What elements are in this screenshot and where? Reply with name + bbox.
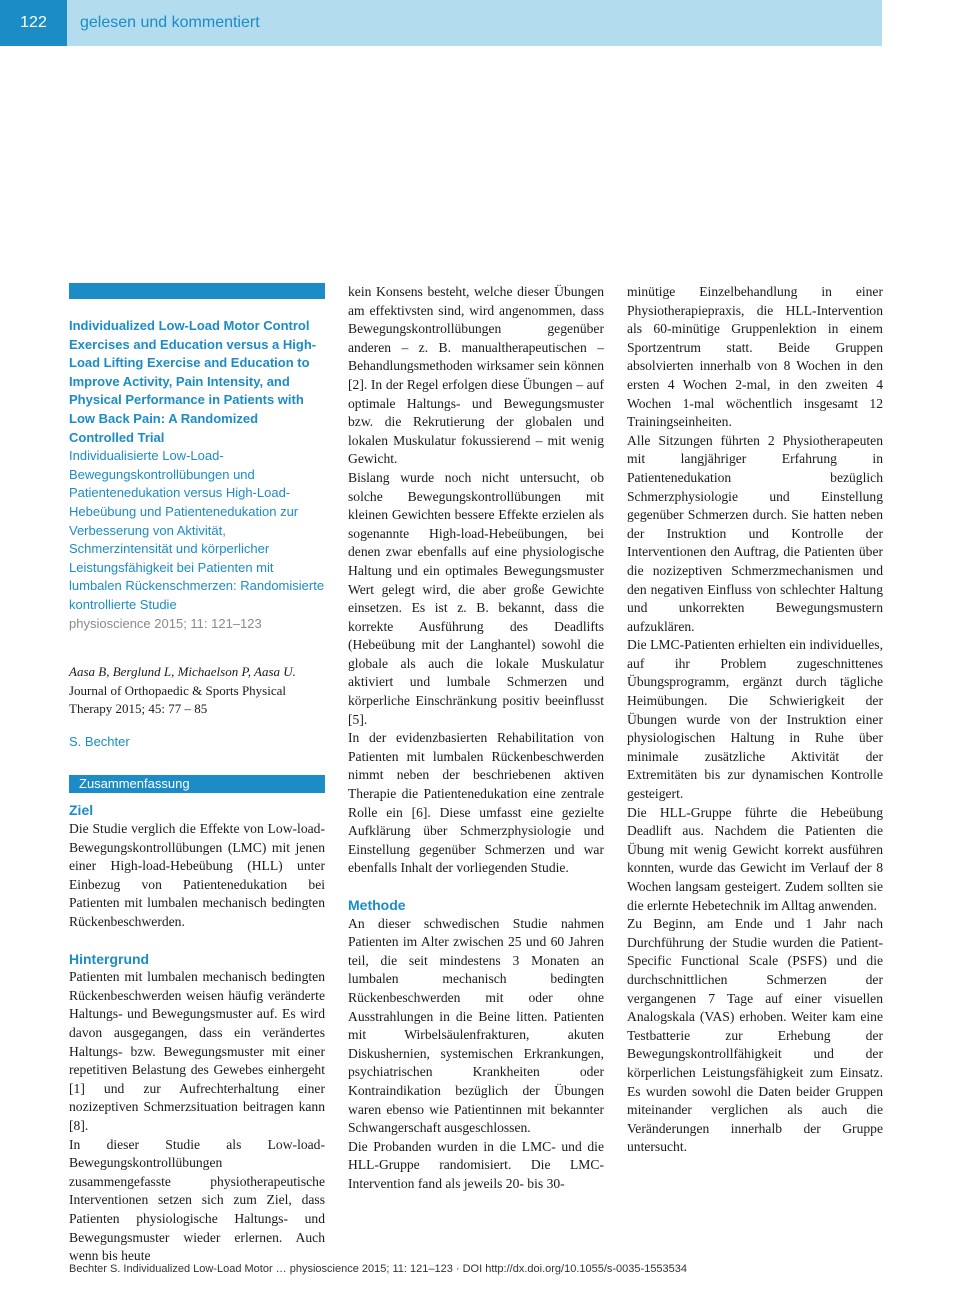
journal-reference: Journal of Orthopaedic & Sports Physical Therapy 2015; 45: 77 – 85 [69, 682, 286, 717]
article-authors: Aasa B, Berglund L, Michaelson P, Aasa U. [69, 664, 296, 680]
article-title-english: Individualized Low-Load Motor Control Exercises and Education versus a High-Load Lifting Exercise and Education to Improve Activity, Pain Intensity, and Physical Performance in Patients with Low Back Pain: A Randomized Controlled Trial [69, 318, 317, 445]
heading-methode: Methode [348, 897, 406, 913]
summary-box-label: Zusammenfassung [69, 775, 325, 793]
reviewer-name: S. Bechter [69, 733, 130, 749]
paragraph-middle-2: Bislang wurde noch nicht untersucht, ob solche Bewegungskontrollübungen mit kleinen Gewichten bessere Effekte erzielen als sogenannte High-load-Hebeübungen, bei denen zwar ebenfalls auf eine physiologische Haltung und ein optimales Bewegungsmuster Wert gelegt wird, die aber große Gewichte einsetzen. Es ist z. B. bekannt, dass die korrekte Ausführung des Deadlifts (Hebeübung mit der Langhantel) sowohl die globale als auch die lokale Muskulatur aktiviert und lumbale Schmerzen und körperliche Einschränkung positiv beeinflusst [5]. [348, 469, 604, 727]
column-right [627, 283, 883, 1157]
paragraph-right-1: minütige Einzelbehandlung in einer Physiotherapiepraxis, die HLL-Intervention als 60-minütige Gruppenlektion in einem Sportzentrum statt. Beide Gruppen absolvierten innerhalb von 8 Wochen in den ersten 4 Wochen 2-mal, in den zweiten 4 Wochen 1-mal wöchentlich insgesamt 12 Trainingseinheiten. [627, 284, 883, 430]
paragraph-right-5: Zu Beginn, am Ende und 1 Jahr nach Durchführung der Studie wurden die Patient-Specific Functional Scale (PSFS) und die durchschnittlichen Schmerzen der vergangenen 7 Tage auf einer visuellen Analogskala (VAS) erhoben. Weiter kam eine Testbatterie zur Erhebung der Bewegungskontrollfähigkeit und der körperlichen Leistungsfähigkeit zum Einsatz. Es wurden sowohl die Daten beider Gruppen miteinander verglichen als auch die Veränderungen innerhalb der Gruppe untersucht. [627, 916, 883, 1155]
paragraph-middle-1: kein Konsens besteht, welche dieser Übungen am effektivsten sind, wird angenommen, dass Bewegungskontrollübungen gegenüber anderen – z. B. manualtherapeutischen – Behandlungsmethoden wirksamer sein können [2]. In der Regel erfolgen diese Übungen – auf optimale Haltungs- und Bewegungsmuster bzw. die Rekrutierung der globalen und lokalen Muskulatur fokussierend – mit wenig Gewicht. [348, 284, 604, 467]
column-left [69, 283, 325, 1266]
paragraph-middle-3: In der evidenzbasierten Rehabilitation von Patienten mit lumbalen Rückenbeschwerden nimmt neben der beschriebenen aktiven Therapie die Patientenedukation eine zentrale Rolle ein [6]. Diese umfasst eine gezielte Aufklärung über Schmerzphysiologie und Einstellung gegenüber Schmerzen und war ebenfalls Inhalt der vorliegenden Studie. [348, 730, 604, 876]
paragraph-ziel: Die Studie verglich die Effekte von Low-load-Bewegungskontrollübungen (LMC) mit jenen einer High-load-Hebeübung (HLL) unter Einbezug von Patientenedukation bei Patienten mit lumbalen mechanisch bedingten Rückenbeschwerden. [69, 821, 325, 930]
paragraph-right-2: Alle Sitzungen führten 2 Physiotherapeuten mit langjähriger Erfahrung in Patientenedukation bezüglich Schmerzphysiologie und Einstellung gegenüber Schmerzen durch. Sie hatten neben der Instruktion und Kontrolle der Interventionen den Auftrag, die Patienten über die nozizeptiven Schmerzmechanismen und den negativen Einfluss von schlechter Haltung und unkorrekten Bewegungsmustern aufzuklären. [627, 432, 883, 634]
article-citation: physioscience 2015; 11: 121–123 [69, 615, 262, 631]
paragraph-right-3: Die LMC-Patienten erhielten ein individuelles, auf ihr Problem zugeschnittenes Übungsprogramm, ergänzt durch tägliche Heimübungen. Die Schwierigkeit der Übungen wurde von der Instruktion einer physiologischen Haltung in Ruhe über minimale zusätzliche Aktivität der Extremitäten bis zur dynamischen Kontrolle gesteigert. [627, 637, 883, 802]
heading-hintergrund: Hintergrund [69, 950, 150, 967]
page-footer: Bechter S. Individualized Low-Load Motor … physioscience 2015; 11: 121–123 · DOI http://dx.doi.org/10.1055/s-0035-1553534 [69, 1263, 688, 1275]
paragraph-right-4: Die HLL-Gruppe führte die Hebeübung Deadlift aus. Nachdem die Patienten die Übung mit wenig Gewicht korrekt ausführen konnten, wurde das Gewicht im Verlauf der 8 Wochen langsam gesteigert. Zudem sollten sie die erlernte Hebetechnik im Alltag anwenden. [627, 804, 883, 913]
section-title: gelesen und kommentiert [80, 14, 260, 31]
page-number: 122 [0, 0, 67, 46]
column-middle [348, 283, 604, 1194]
paragraph-hintergrund-1: Patienten mit lumbalen mechanisch bedingten Rückenbeschwerden weisen häufig veränderte Haltungs- und Bewegungsmuster auf. Es wird davon ausgegangen, dass ein verändertes Haltungs- bzw. Bewegungsmuster mit einer repetitiven Belastung des Gewebes einhergeht [1] und zur Aufrechterhaltung einer nozizeptiven Schmerzsituation beitragen kann [8]. [69, 969, 325, 1133]
paragraph-methode-2: Die Probanden wurden in die LMC- und die HLL-Gruppe randomisiert. Die LMC-Intervention fand als jeweils 20- bis 30- [348, 1138, 604, 1191]
heading-ziel: Ziel [69, 802, 94, 819]
article-title-german: Individualisierte Low-Load-Bewegungskontrollübungen und Patientenedukation versus High-Load-Hebeübung und Patientenedukation zur Verbesserung von Aktivität, Schmerzintensität und körperlicher Leistungsfähigkeit bei Patienten mit lumbalen Rückenschmerzen: Randomisierte kontrollierte Studie [69, 448, 325, 612]
paragraph-methode-1: An dieser schwedischen Studie nahmen Patienten im Alter zwischen 25 und 60 Jahren teil, die seit mindestens 3 Monaten an lumbalen mechanisch bedingten Rückenbeschwerden mit oder ohne Ausstrahlungen in die Beine litten. Patienten mit Wirbelsäulenfrakturen, akuten Diskushernien, systemischen Erkrankungen, psychiatrischen Krankheiten oder Kontraindikation bezüglich der Übungen waren ebenso wie Patientinnen mit bekannter Schwangerschaft ausgeschlossen. [348, 915, 604, 1136]
paragraph-hintergrund-2: In dieser Studie als Low-load-Bewegungskontrollübungen zusammengefasste physiotherapeutische Interventionen setzen sich zum Ziel, dass Patienten physiologische Haltungs- und Bewegungsmuster wieder erlernen. Auch wenn bis heute [69, 1136, 325, 1264]
title-strip [69, 283, 325, 299]
